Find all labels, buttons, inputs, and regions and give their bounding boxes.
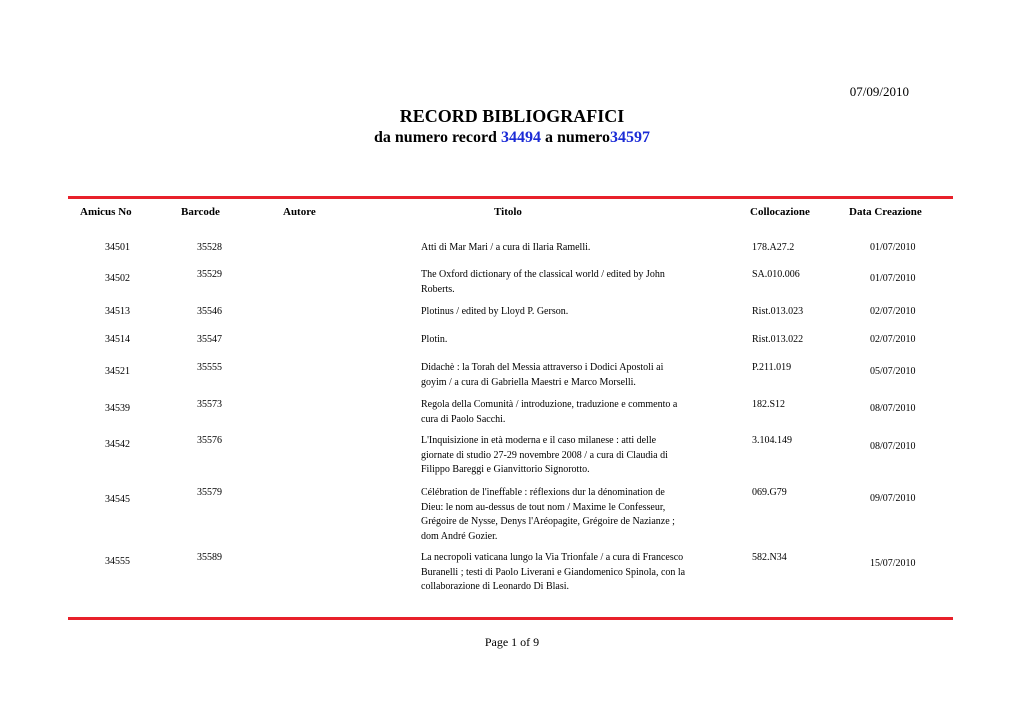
column-header-barcode: Barcode	[181, 206, 220, 218]
cell-collocazione: 069.G79	[752, 487, 787, 498]
cell-barcode: 35576	[197, 435, 222, 446]
cell-amicus-no: 34521	[105, 366, 130, 377]
cell-data-creazione: 08/07/2010	[870, 403, 916, 414]
cell-barcode: 35589	[197, 552, 222, 563]
titolo-line: cura di Paolo Sacchi.	[421, 413, 506, 425]
cell-amicus-no: 34545	[105, 494, 130, 505]
titolo-line: L'Inquisizione in età moderna e il caso milanese : atti delle	[421, 435, 657, 446]
cell-amicus-no: 34501	[105, 242, 130, 253]
cell-titolo	[421, 305, 721, 320]
cell-titolo	[421, 333, 721, 348]
column-header-autore: Autore	[283, 206, 316, 218]
cell-data-creazione: 02/07/2010	[870, 334, 916, 345]
titolo-line: La necropoli vaticana lungo la Via Trionfale / a cura di Francesco	[421, 552, 684, 563]
subtitle-mid: a numero	[544, 129, 610, 146]
cell-collocazione: 178.A27.2	[752, 242, 795, 253]
cell-collocazione: Rist.013.023	[752, 306, 804, 317]
cell-titolo	[421, 486, 721, 544]
cell-amicus-no: 34542	[105, 439, 130, 450]
cell-amicus-no: 34514	[105, 334, 130, 345]
report-date: 07/09/2010	[849, 84, 909, 99]
titolo-line: Célébration de l'ineffable : réflexions dur la dénomination de	[421, 487, 665, 498]
column-header-collocazione: Collocazione	[750, 206, 810, 218]
column-header-titolo: Titolo	[494, 206, 522, 218]
cell-collocazione: SA.010.006	[752, 269, 800, 280]
titolo-line: Buranelli ; testi di Paolo Liverani e Giandomenico Spinola, con la	[421, 566, 686, 578]
cell-titolo	[421, 398, 721, 427]
cell-data-creazione: 05/07/2010	[870, 366, 916, 377]
cell-titolo	[421, 434, 721, 478]
cell-data-creazione: 09/07/2010	[870, 493, 916, 504]
report-subtitle	[0, 129, 1024, 147]
cell-collocazione: 582.N34	[752, 552, 787, 563]
cell-data-creazione: 01/07/2010	[870, 273, 916, 284]
cell-data-creazione: 15/07/2010	[870, 558, 916, 569]
cell-amicus-no: 34555	[105, 556, 130, 567]
cell-collocazione: 3.104.149	[752, 435, 792, 446]
cell-barcode: 35529	[197, 269, 222, 280]
cell-data-creazione: 02/07/2010	[870, 306, 916, 317]
cell-barcode: 35528	[197, 242, 222, 253]
titolo-line: giornate di studio 27-29 novembre 2008 / a cura di Claudia di	[421, 449, 668, 461]
titolo-line: Dieu: le nom au-dessus de tout nom / Maxime le Confesseur,	[421, 501, 666, 513]
start-record-number: 34494	[500, 129, 541, 146]
titolo-line: Filippo Bareggi e Gianvittorio Signorotto.	[421, 464, 590, 475]
report-title: RECORD BIBLIOGRAFICI	[399, 106, 625, 126]
titolo-line: Regola della Comunità / introduzione, traduzione e commento a	[421, 399, 678, 410]
cell-data-creazione: 01/07/2010	[870, 242, 916, 253]
titolo-line: Didachè : la Torah del Messia attraverso i Dodici Apostoli ai	[421, 362, 664, 373]
titolo-line: Plotinus / edited by Lloyd P. Gerson.	[421, 306, 569, 317]
cell-data-creazione: 08/07/2010	[870, 441, 916, 452]
bottom-divider	[68, 617, 953, 620]
titolo-line: goyim / a cura di Gabriella Maestri e Marco Morselli.	[421, 376, 636, 388]
column-header-data-creazione: Data Creazione	[849, 206, 922, 218]
end-record-number: 34597	[610, 129, 650, 146]
titolo-line: The Oxford dictionary of the classical world / edited by John	[421, 269, 665, 280]
cell-barcode: 35547	[197, 334, 222, 345]
cell-barcode: 35546	[197, 306, 222, 317]
cell-amicus-no: 34513	[105, 306, 130, 317]
cell-collocazione: 182.S12	[752, 399, 786, 410]
titolo-line: Roberts.	[421, 283, 455, 295]
cell-barcode: 35579	[197, 487, 222, 498]
cell-barcode: 35555	[197, 362, 222, 373]
cell-titolo	[421, 241, 721, 256]
cell-amicus-no: 34539	[105, 403, 130, 414]
titolo-line: collaborazione di Leonardo Di Blasi.	[421, 581, 570, 592]
top-divider	[68, 196, 953, 199]
cell-amicus-no: 34502	[105, 273, 130, 284]
cell-barcode: 35573	[197, 399, 222, 410]
titolo-line: Atti di Mar Mari / a cura di Ilaria Ramelli.	[421, 242, 591, 253]
column-header-amicus: Amicus No	[80, 206, 132, 218]
cell-titolo	[421, 268, 721, 297]
subtitle-prefix: da numero record	[374, 129, 497, 146]
cell-collocazione: Rist.013.022	[752, 334, 804, 345]
page-number: Page 1 of 9	[484, 635, 540, 649]
titolo-line: Grégoire de Nysse, Denys l'Aréopagite, Grégoire de Nazianze ;	[421, 516, 675, 527]
titolo-line: Plotin.	[421, 334, 448, 345]
cell-titolo	[421, 361, 721, 390]
cell-titolo	[421, 551, 721, 595]
cell-collocazione: P.211.019	[752, 362, 792, 373]
titolo-line: dom André Gozier.	[421, 530, 498, 542]
